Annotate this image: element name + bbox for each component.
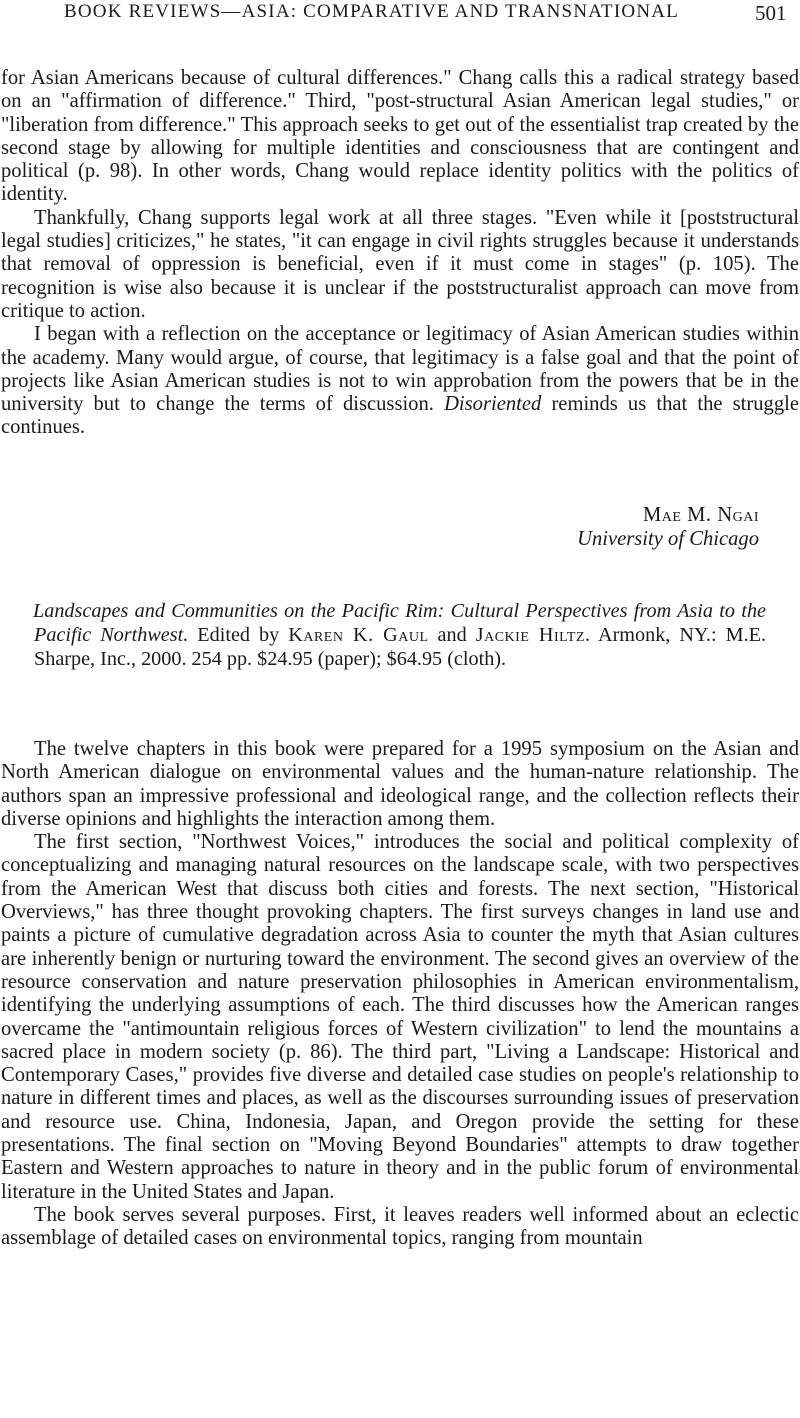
review-2-body	[1, 738, 799, 1251]
paragraph: The first section, "Northwest Voices," introduces the social and political complexity of conceptualizing and managing natural resources on the landscape scale, with two perspectives from the American West that discuss both cities and forests. The next section, "Historical Overviews," has three thought provoking chapters. The first surveys changes in land use and paints a picture of cumulative degradation across Asia to counter the myth that Asian cultures are inherently benign or nurturing toward the environment. The second gives an overview of the resource conservation and nature preservation philosophies in American environmentalism, identifying the underlying assumptions of each. The third discusses how the American ranges overcame the "antimountain religious forces of Western civilization" to lend the mountains a sacred place in modern society (p. 86). The third part, "Living a Landscape: Historical and Contemporary Cases," provides five diverse and detailed case studies on people's relationship to nature in different times and places, as well as the discourses surrounding issues of preservation and resource use. China, Indonesia, Japan, and Oregon provide the setting for these presentations. The final section on "Moving Beyond Boundaries" attempts to draw together Eastern and Western approaches to nature in theory and in the public forum of environmental literature in the United States and Japan.	[1, 831, 799, 1203]
paragraph: Thankfully, Chang supports legal work at all three stages. "Even while it [poststructural legal studies] criticizes," he states, "it can engage in civil rights struggles because it understands that removal of oppression is beneficial, even if it must come in stages" (p. 105). The recognition is wise also because it is unclear if the poststructuralist approach can move from critique to action.	[1, 206, 799, 322]
citation-title: Landscapes and Communities on the Pacific Rim: Cultural Perspectives from Asia to the Pacific Northwest.	[33, 600, 766, 646]
citation-and: and	[428, 624, 476, 646]
running-title: BOOK REVIEWS—ASIA: COMPARATIVE AND TRANSNATIONAL	[64, 1, 679, 22]
citation-editor: Jackie Hiltz	[475, 624, 586, 646]
paragraph: The twelve chapters in this book were prepared for a 1995 symposium on the Asian and North American dialogue on environmental values and the human-nature relationship. The authors span an impressive professional and ideological range, and the collection reflects their diverse opinions and highlights the interaction among them.	[1, 738, 799, 830]
paragraph-tail: reminds us that the struggle continues.	[1, 393, 799, 439]
paragraph: The book serves several purposes. First, it leaves readers well informed about an eclectic assemblage of detailed cases on environmental topics, ranging from mountain	[1, 1203, 799, 1250]
book-title-italic: Disoriented	[444, 393, 542, 416]
citation-editor: Karen K. Gaul	[288, 624, 429, 646]
paragraph-lead: I began with a reflection on the acceptance or legitimacy of Asian American studies within the academy. Many would argue, of course, that legitimacy is a false goal and that the point of projects like Asian American studies is not to win approbation from the powers that be in the university but to change the terms of discussion.	[1, 323, 799, 416]
reviewer-name: Mae M. Ngai	[643, 504, 759, 526]
review-1-body	[1, 67, 799, 440]
paragraph: for Asian Americans because of cultural differences." Chang calls this a radical strategy based on an "affirmation of difference." Third, "post-structural Asian American legal studies," or "liberation from difference." This approach seeks to get out of the essentialist trap created by the second stage by allowing for multiple identities and consciousness that are contingent and political (p. 98). In other words, Chang would replace identity politics with the politics of identity.	[1, 67, 799, 206]
page-number: 501	[755, 1, 787, 25]
reviewer-affiliation: University of Chicago	[577, 528, 759, 550]
citation-edited-by: Edited by	[188, 624, 289, 646]
citation-publication: . Armonk, NY.: M.E. Sharpe, Inc., 2000. 254 pp. $24.95 (paper); $64.95 (cloth).	[34, 624, 766, 670]
book-citation	[34, 599, 766, 671]
paragraph-closing	[1, 323, 799, 439]
